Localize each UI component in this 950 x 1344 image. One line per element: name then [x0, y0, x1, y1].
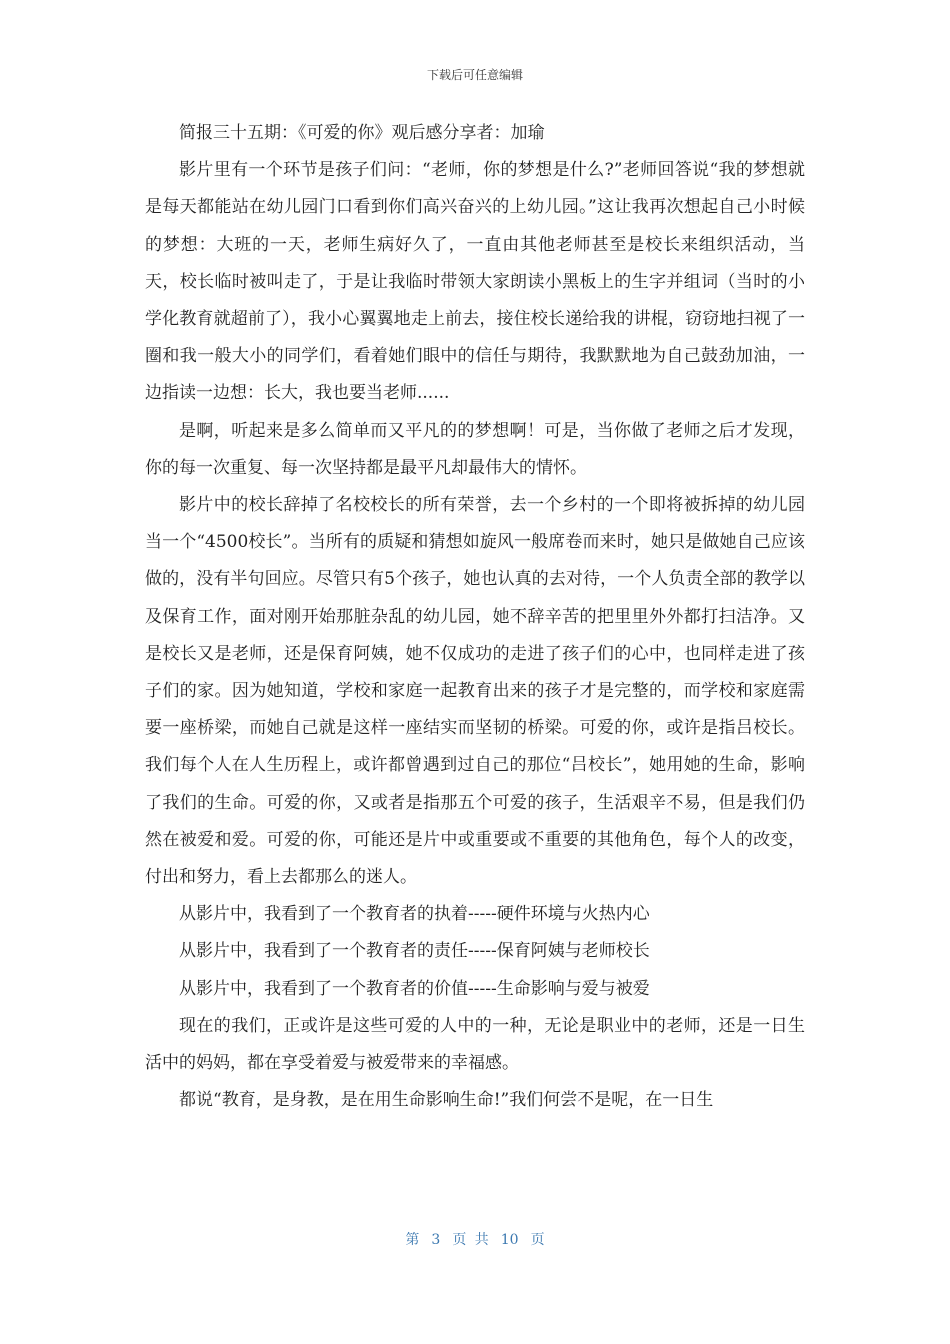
- paragraph: 都说“教育，是身教，是在用生命影响生命!”我们何尝不是呢，在一日生: [179, 1090, 714, 1111]
- paragraph: 从影片中，我看到了一个教育者的执着-----硬件环境与火热内心: [179, 904, 650, 925]
- paragraph: 影片中的校长辞掉了名校校长的所有荣誉，去一个乡村的一个即将被拆掉的幼儿园当一个“4500校长”。当所有的质疑和猜想如旋风一般席卷而来时，她只是做她自己应该做的，没有半句回应。尽管只有5个孩子，她也认真的去对待，一个人负责全部的教学以及保育工作，面对刚开始那脏杂乱的幼儿园，她不辞辛苦的把里里外外都打扫洁净。又是校长又是老师，还是保育阿姨，她不仅成功的走进了孩子们的心中，也同样走进了孩子们的家。因为她知道，学校和家庭一起教育出来的孩子才是完整的，而学校和家庭需要一座桥梁，而她自己就是这样一座结实而坚韧的桥梁。可爱的你，或许是指吕校长。我们每个人在人生历程上，或许都曾遇到过自己的那位“吕校长”，她用她的生命，影响了我们的生命。可爱的你，又或者是指那五个可爱的孩子，生活艰辛不易，但是我们仍然在被爱和爱。可爱的你，可能还是片中或重要或不重要的其他角色，每个人的改变，付出和努力，看上去都那么的迷人。: [145, 495, 805, 888]
- page-footer: [0, 1229, 950, 1249]
- page-header: 下载后可任意编辑: [426, 68, 523, 82]
- paragraph: 从影片中，我看到了一个教育者的责任-----保育阿姨与老师校长: [179, 941, 650, 962]
- footer-prefix: 第: [405, 1232, 420, 1248]
- footer-middle: 页 共: [452, 1232, 489, 1248]
- paragraph-title: 简报三十五期：《可爱的你》观后感分享者：加瑜: [179, 123, 545, 143]
- paragraph: 现在的我们，正或许是这些可爱的人中的一种，无论是职业中的老师，还是一日生活中的妈妈，都在享受着爱与被爱带来的幸福感。: [145, 1015, 805, 1074]
- footer-page-number: 3: [431, 1232, 441, 1248]
- footer-total-pages: 10: [500, 1232, 519, 1248]
- paragraph: 从影片中，我看到了一个教育者的价值-----生命影响与爱与被爱: [179, 978, 650, 999]
- document-body: [145, 115, 805, 1119]
- footer-suffix: 页: [530, 1232, 545, 1248]
- paragraph: 影片里有一个环节是孩子们问：“老师，你的梦想是什么?”老师回答说“我的梦想就是每天都能站在幼儿园门口看到你们高兴奋兴的上幼儿园。”这让我再次想起自己小时候的梦想：大班的一天，老师生病好久了，一直由其他老师甚至是校长来组织活动，当天，校长临时被叫走了，于是让我临时带领大家朗读小黑板上的生字并组词（当时的小学化教育就超前了），我小心翼翼地走上前去，接住校长递给我的讲棍，窃窃地扫视了一圈和我一般大小的同学们，看着她们眼中的信任与期待，我默默地为自己鼓劲加油，一边指读一边想：长大，我也要当老师......: [145, 160, 805, 404]
- paragraph: 是啊，听起来是多么简单而又平凡的的梦想啊！可是，当你做了老师之后才发现，你的每一次重复、每一次坚持都是最平凡却最伟大的情怀。: [145, 420, 805, 478]
